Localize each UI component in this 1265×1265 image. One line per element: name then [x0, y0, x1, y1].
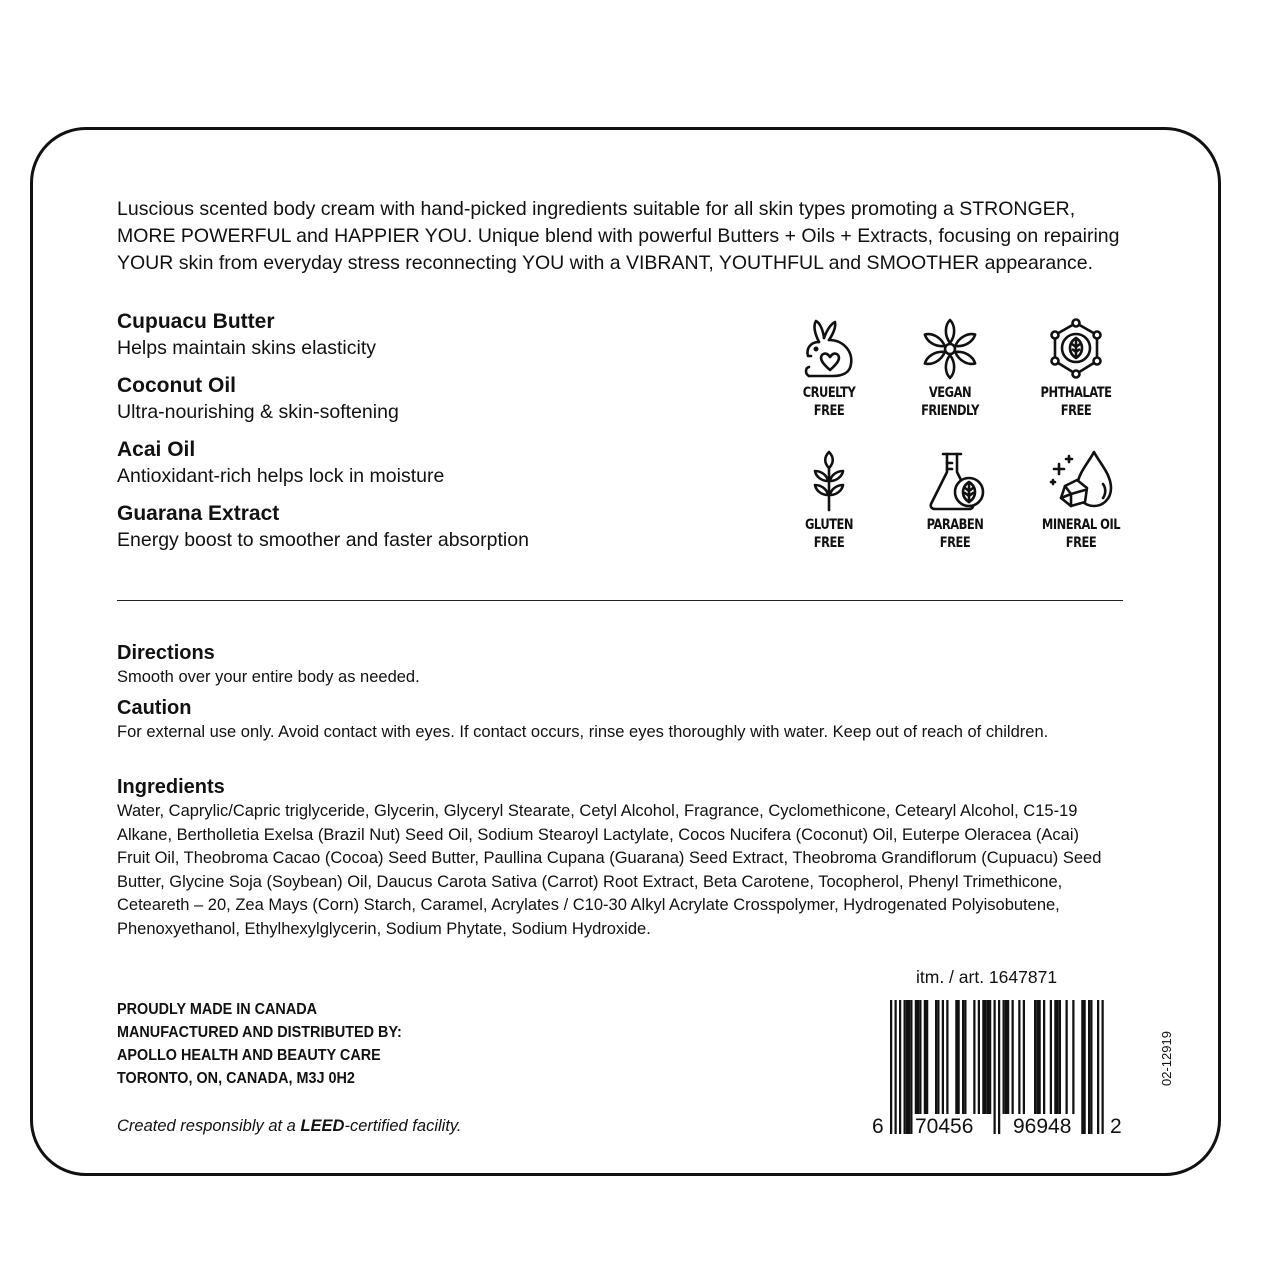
barcode-bar — [1043, 1000, 1045, 1114]
barcode-bar — [908, 1000, 910, 1134]
badge-label: CRUELTY FREE — [802, 385, 856, 419]
barcode-bar — [955, 1000, 957, 1114]
ingredient-description: Energy boost to smoother and faster absorption — [117, 529, 529, 551]
barcode-bar — [1036, 1000, 1038, 1114]
barcode-bar — [1003, 1000, 1005, 1114]
maker-line: MANUFACTURED AND DISTRIBUTED BY: — [117, 1024, 402, 1041]
directions-body: Smooth over your entire body as needed. — [117, 668, 420, 686]
key-ingredient-item — [117, 501, 717, 554]
flower-icon — [918, 318, 982, 380]
section-divider — [117, 600, 1123, 601]
barcode-bar — [1023, 1000, 1025, 1114]
ingredient-name: Cupuacu Butter — [117, 310, 275, 333]
badge-label: PHTHALATE FREE — [1040, 385, 1112, 419]
barcode-bar — [937, 1000, 939, 1114]
barcode-bar — [985, 1000, 987, 1114]
barcode-bar — [964, 1000, 966, 1114]
badge-label: PARABEN FREE — [926, 517, 984, 551]
barcode-bar — [1050, 1000, 1052, 1114]
caution-section — [117, 695, 1117, 745]
leed-bold: LEED — [300, 1117, 345, 1135]
barcode-bar — [1081, 1000, 1083, 1134]
barcode-bar — [910, 1000, 912, 1134]
barcode-bar — [895, 1000, 897, 1134]
leed-suffix: -certified facility. — [344, 1117, 462, 1135]
barcode-bar — [1057, 1000, 1059, 1114]
directions-section — [117, 640, 1117, 690]
molecule-leaf-icon — [1044, 318, 1108, 380]
barcode-bars — [872, 998, 1122, 1138]
barcode-bar — [1084, 1000, 1086, 1134]
barcode-digit-last: 2 — [1110, 1115, 1122, 1138]
barcode-bar — [1090, 1000, 1092, 1134]
ingredients-section — [117, 774, 1117, 941]
badge-gluten-free — [764, 450, 894, 552]
barcode-bar — [904, 1000, 906, 1134]
leed-statement — [117, 1115, 462, 1137]
ingredient-description: Helps maintain skins elasticity — [117, 337, 377, 359]
maker-line: APOLLO HEALTH AND BEAUTY CARE — [117, 1047, 381, 1064]
item-number: itm. / art. 1647871 — [916, 967, 1058, 987]
barcode-bar — [926, 1000, 928, 1114]
barcode-digit-first: 6 — [872, 1115, 884, 1138]
barcode-bar — [935, 1000, 937, 1114]
barcode-bar — [989, 1000, 991, 1114]
badge-phthalate-free — [1011, 318, 1141, 420]
key-ingredients-list — [117, 309, 717, 565]
key-ingredient-item — [117, 309, 717, 362]
caution-title: Caution — [117, 697, 192, 719]
barcode-bar — [994, 1000, 996, 1134]
badge-label: GLUTEN FREE — [805, 517, 853, 551]
ingredient-name: Coconut Oil — [117, 374, 236, 397]
barcode-bar — [973, 1000, 975, 1114]
barcode-bar — [1072, 1000, 1074, 1114]
key-ingredient-item — [117, 373, 717, 426]
barcode-bar — [1018, 1000, 1020, 1114]
lot-code: 02-12919 — [1159, 1031, 1174, 1086]
barcode-bar — [1088, 1000, 1090, 1134]
barcode-bar — [1102, 1000, 1104, 1134]
barcode-bar — [987, 1000, 989, 1114]
barcode-bar — [982, 1000, 984, 1114]
barcode-bar — [1012, 1000, 1014, 1114]
barcode-bar — [906, 1000, 908, 1134]
barcode-digits-left: 70456 — [915, 1115, 974, 1138]
badge-cruelty-free — [764, 318, 894, 420]
barcode-bar — [890, 1000, 892, 1134]
barcode-bar — [1005, 1000, 1007, 1114]
barcode-bar — [962, 1000, 964, 1114]
wheat-icon — [797, 450, 861, 512]
barcode-bar — [1097, 1000, 1099, 1134]
badge-paraben-free — [890, 450, 1020, 552]
barcode-bar — [1054, 1000, 1056, 1114]
barcode-bar — [998, 1000, 1000, 1134]
barcode-bar — [1007, 1000, 1009, 1114]
barcode-bar — [915, 1000, 917, 1114]
barcode-bar — [946, 1000, 948, 1114]
key-ingredient-item — [117, 437, 717, 490]
barcode-bar — [958, 1000, 960, 1114]
badge-label: VEGAN FRIENDLY — [921, 385, 979, 419]
ingredients-body: Water, Caprylic/Capric triglyceride, Glycerin, Glyceryl Stearate, Cetyl Alcohol, Fragrance, Cyclomethicone, Cetearyl Alcohol, C15-19 Alkane, Bertholletia Exelsa (Brazil Nut) Seed Oil, Sodium Stearoyl Lactylate, Cocos Nucifera (Coconut) Oil, Euterpe Oleracea (Acai) Fruit Oil, Theobroma Cacao (Cocoa) Seed Butter, Paullina Cupana (Guarana) Seed Extract, Theobroma Grandiflorum (Cupuacu) Seed Butter, Glycine Soja (Soybean) Oil, Daucus Carota Sativa (Carrot) Root Extract, Beta Carotene, Tocopherol, Phenyl Trimethicone, Ceteareth – 20, Zea Mays (Corn) Starch, Caramel, Acrylates / C10-30 Alkyl Acrylate Crosspolymer, Hydrogenated Polyisobutene, Phenoxyethanol, Ethylhexylglycerin, Sodium Phytate, Sodium Hydroxide. — [117, 802, 1102, 938]
barcode-bar — [978, 1000, 980, 1114]
barcode-bar — [1059, 1000, 1061, 1114]
badge-label: MINERAL OIL FREE — [1041, 517, 1121, 551]
leed-prefix: Created responsibly at a — [117, 1117, 301, 1135]
barcode-bar — [899, 1000, 901, 1134]
ingredient-description: Ultra-nourishing & skin-softening — [117, 401, 399, 423]
caution-body: For external use only. Avoid contact with eyes. If contact occurs, rinse eyes thoroughly with water. Keep out of reach of children. — [117, 723, 1049, 741]
badge-mineral-oil-free — [1016, 450, 1146, 552]
maker-line: TORONTO, ON, CANADA, M3J 0H2 — [117, 1070, 355, 1087]
ingredient-name: Acai Oil — [117, 438, 196, 461]
manufacturer-block — [117, 998, 402, 1090]
intro-paragraph: Luscious scented body cream with hand-picked ingredients suitable for all skin types promoting a STRONGER, MORE POWERFUL and HAPPIER YOU. Unique blend with powerful Butters + Oils + Extracts, focusing on repairing YOUR skin from everyday stress reconnecting YOU with a VIBRANT, YOUTHFUL and SMOOTHER appearance. — [117, 198, 1120, 274]
drop-gem-icon — [1049, 450, 1113, 512]
barcode-bar — [1034, 1000, 1036, 1114]
ingredients-title: Ingredients — [117, 776, 225, 798]
barcode-bar — [919, 1000, 921, 1114]
barcode-bar — [1066, 1000, 1068, 1114]
badge-vegan-friendly — [885, 318, 1015, 420]
barcode-bar — [917, 1000, 919, 1114]
ingredient-description: Antioxidant-rich helps lock in moisture — [117, 465, 445, 487]
maker-line: PROUDLY MADE IN CANADA — [117, 1001, 318, 1018]
directions-title: Directions — [117, 642, 215, 664]
ingredient-name: Guarana Extract — [117, 502, 280, 525]
flask-leaf-icon — [923, 450, 987, 512]
barcode-digits-right: 96948 — [1013, 1115, 1072, 1138]
barcode — [872, 998, 1122, 1138]
rabbit-heart-icon — [797, 318, 861, 380]
barcode-bar — [942, 1000, 944, 1114]
barcode-bar — [924, 1000, 926, 1114]
barcode-bar — [1039, 1000, 1041, 1114]
